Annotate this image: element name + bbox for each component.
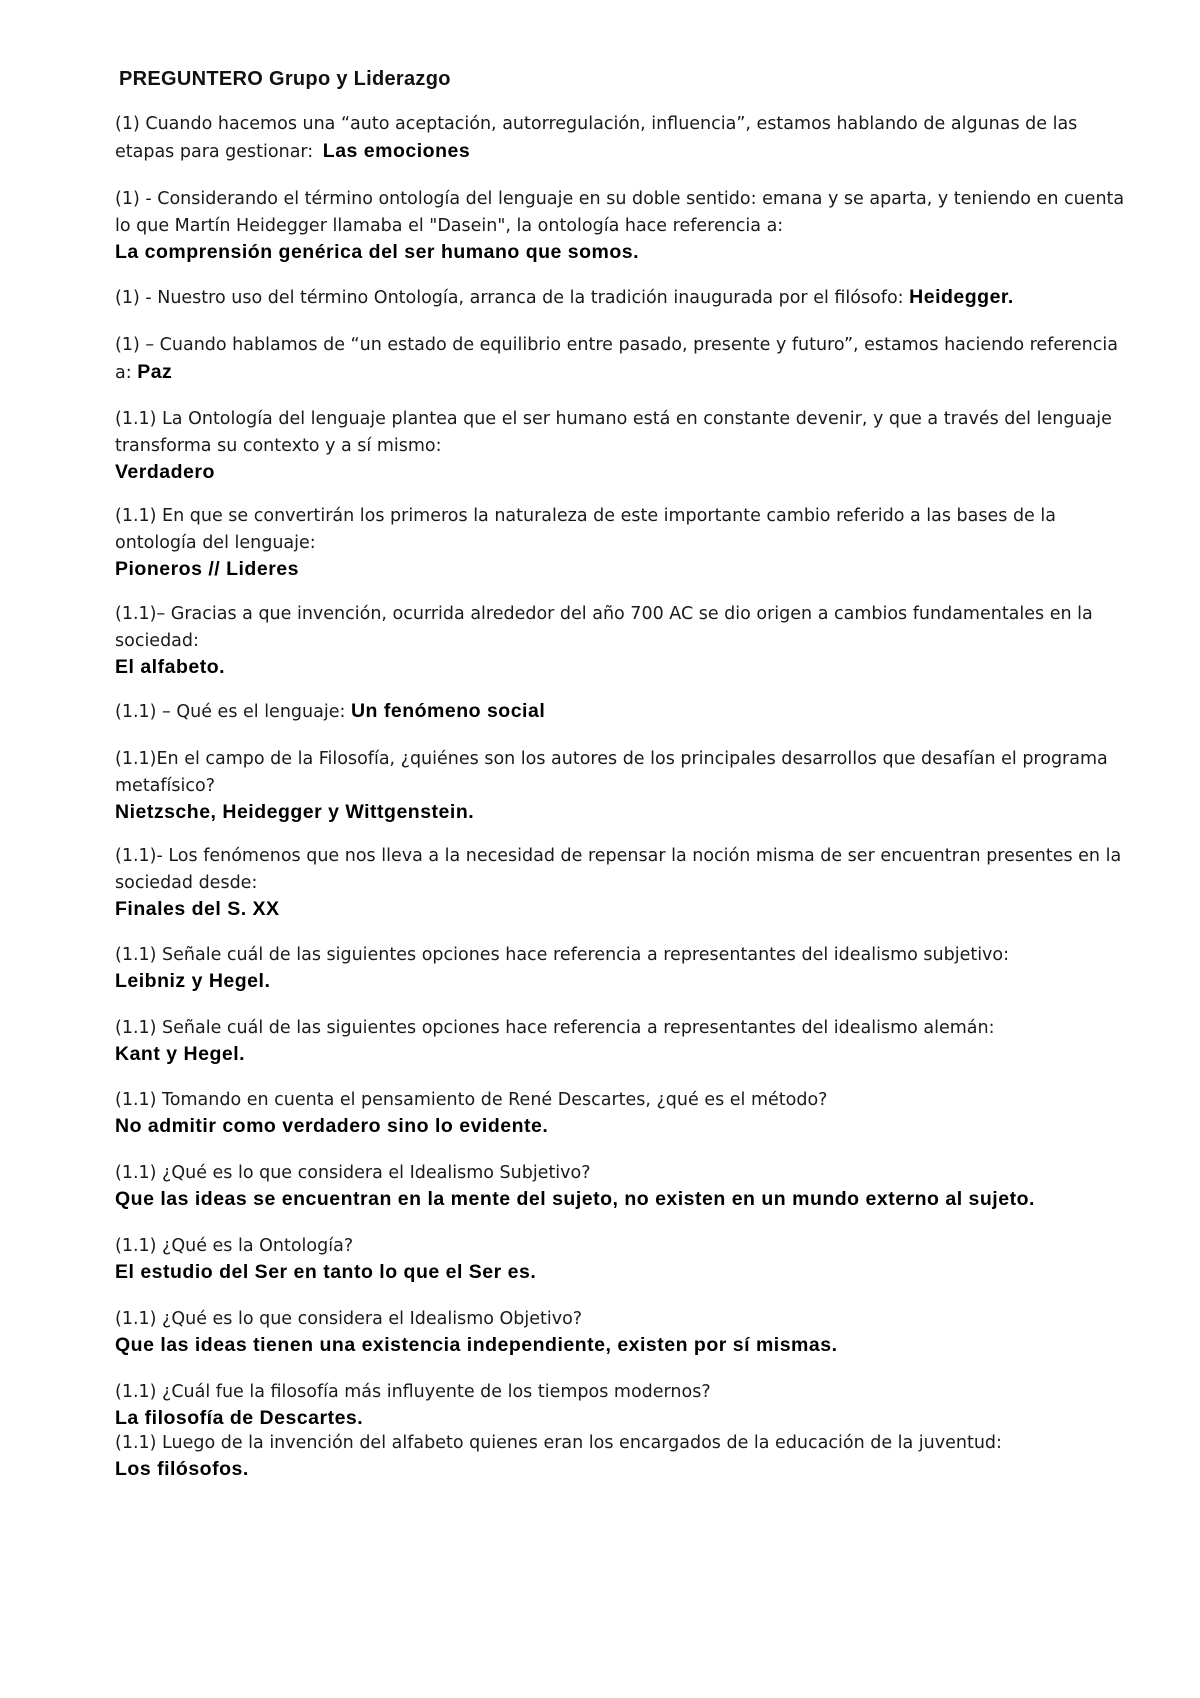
qa-item xyxy=(115,843,1125,922)
question-text: (1.1) ¿Qué es lo que considera el Idealismo Objetivo? xyxy=(115,1309,583,1329)
answer-text: El alfabeto. xyxy=(115,656,226,678)
qa-item xyxy=(115,698,1125,726)
qa-item xyxy=(115,1379,1125,1431)
question-text: (1.1)– Gracias a que invención, ocurrida alrededor del año 700 AC se dio origen a cambios fundamentales en la sociedad: xyxy=(115,604,1093,651)
answer-text: El estudio del Ser en tanto lo que el Ser es. xyxy=(115,1261,537,1283)
answer-text: Leibniz y Hegel. xyxy=(115,970,271,992)
qa-item xyxy=(115,1306,1125,1358)
answer-text: Heidegger. xyxy=(909,286,1014,308)
answer-text: La filosofía de Descartes. xyxy=(115,1407,364,1429)
question-text: (1.1) Tomando en cuenta el pensamiento de René Descartes, ¿qué es el método? xyxy=(115,1090,828,1110)
qa-item xyxy=(115,1430,1125,1482)
question-text: (1.1) ¿Qué es la Ontología? xyxy=(115,1236,354,1256)
qa-item xyxy=(115,746,1125,825)
question-text: (1.1) Señale cuál de las siguientes opciones hace referencia a representantes del idealismo subjetivo: xyxy=(115,945,1010,965)
answer-text: Las emociones xyxy=(322,140,471,162)
qa-item xyxy=(115,601,1125,680)
qa-item xyxy=(115,1160,1125,1212)
answer-text: Pioneros // Lideres xyxy=(115,558,299,580)
answer-text: Los filósofos. xyxy=(115,1458,249,1480)
qa-item xyxy=(115,111,1125,166)
answer-text: Finales del S. XX xyxy=(115,898,280,920)
qa-item xyxy=(115,1087,1125,1139)
question-text: (1) – Cuando hablamos de “un estado de equilibrio entre pasado, presente y futuro”, estamos haciendo referencia a: xyxy=(115,335,1118,383)
question-text: (1.1) – Qué es el lenguaje: xyxy=(115,702,346,722)
answer-text: Que las ideas tienen una existencia independiente, existen por sí mismas. xyxy=(115,1334,838,1356)
question-text: (1.1) ¿Qué es lo que considera el Idealismo Subjetivo? xyxy=(115,1163,591,1183)
question-text: (1.1) La Ontología del lenguaje plantea que el ser humano está en constante devenir, y que a través del lenguaje transforma su contexto y a sí mismo: xyxy=(115,409,1112,456)
answer-text: Nietzsche, Heidegger y Wittgenstein. xyxy=(115,801,475,823)
qa-item xyxy=(115,186,1125,265)
qa-item xyxy=(115,503,1125,582)
answer-text: Que las ideas se encuentran en la mente del sujeto, no existen en un mundo externo al sujeto. xyxy=(115,1188,1035,1210)
question-text: (1) Cuando hacemos una “auto aceptación, autorregulación, influencia”, estamos hablando de algunas de las etapas para gestionar: xyxy=(115,114,1078,162)
question-text: (1.1)En el campo de la Filosofía, ¿quiénes son los autores de los principales desarrollos que desafían el programa metafísico? xyxy=(115,749,1108,796)
question-text: (1.1) En que se convertirán los primeros la naturaleza de este importante cambio referido a las bases de la ontología del lenguaje: xyxy=(115,506,1056,553)
qa-item xyxy=(115,406,1125,485)
qa-item xyxy=(115,332,1125,387)
document-title: PREGUNTERO Grupo y Liderazgo xyxy=(119,68,451,90)
answer-text: No admitir como verdadero sino lo evidente. xyxy=(115,1115,549,1137)
qa-item xyxy=(115,284,1125,312)
question-text: (1) - Considerando el término ontología del lenguaje en su doble sentido: emana y se aparta, y teniendo en cuenta lo que Martín Heidegger llamaba el "Dasein", la ontología hace referencia a: xyxy=(115,189,1125,236)
question-text: (1.1) ¿Cuál fue la filosofía más influyente de los tiempos modernos? xyxy=(115,1382,711,1402)
question-text: (1.1)- Los fenómenos que nos lleva a la necesidad de repensar la noción misma de ser encuentran presentes en la sociedad desde: xyxy=(115,846,1122,893)
answer-text: La comprensión genérica del ser humano que somos. xyxy=(115,241,640,263)
qa-item xyxy=(115,1233,1125,1285)
answer-text: Paz xyxy=(137,361,173,383)
answer-text: Un fenómeno social xyxy=(350,700,546,722)
answer-text: Verdadero xyxy=(115,461,215,483)
qa-item xyxy=(115,942,1125,994)
question-text: (1) - Nuestro uso del término Ontología, arranca de la tradición inaugurada por el filósofo: xyxy=(115,288,904,308)
question-text: (1.1) Luego de la invención del alfabeto quienes eran los encargados de la educación de la juventud: xyxy=(115,1433,1002,1453)
qa-item xyxy=(115,1015,1125,1067)
answer-text: Kant y Hegel. xyxy=(115,1043,246,1065)
question-text: (1.1) Señale cuál de las siguientes opciones hace referencia a representantes del idealismo alemán: xyxy=(115,1018,995,1038)
